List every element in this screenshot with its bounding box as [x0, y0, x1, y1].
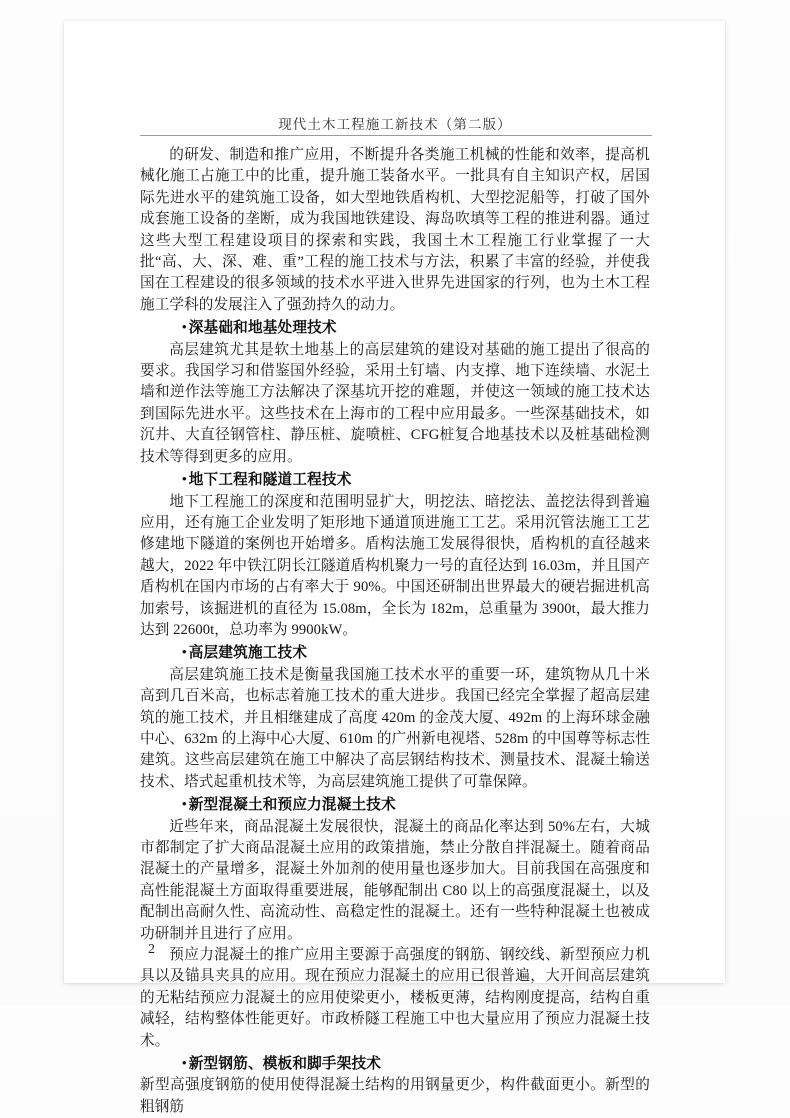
running-head: 现代土木工程施工新技术（第二版） — [278, 117, 512, 132]
bullet-icon: • — [182, 319, 187, 335]
header-rule — [140, 135, 652, 136]
page-body — [140, 145, 650, 1118]
paragraph-concrete-2: 预应力混凝土的推广应用主要源于高强度的钢筋、钢绞线、新型预应力机具以及锚具夹具的应用。现在预应力混凝土的应用已很普遍，大开间高层建筑的无粘结预应力混凝土的应用使梁更小，楼板更薄，结构刚度提高，结构自重减轻，结构整体性能更好。市政桥隧工程施工中也大量应用了预应力混凝土技术。 — [140, 947, 650, 1049]
section-heading-deep-foundation — [140, 316, 650, 339]
paragraph-rebar-formwork-1: 新型高强度钢筋的使用使得混凝土结构的用钢量更少，构件截面更小。新型的粗钢筋 — [140, 1077, 650, 1115]
bullet-icon: • — [182, 796, 187, 812]
paragraph-intro: 的研发、制造和推广应用，不断提升各类施工机械的性能和效率，提高机械化施工占施工中的比重，提升施工装备水平。一批具有自主知识产权，居国际先进水平的建筑施工设备，如大型地铁盾构机、大型挖泥船等，打破了国外成套施工设备的垄断，成为我国地铁建设、海岛吹填等工程的推进利器。通过这些大型工程建设项目的探索和实践，我国土木工程施工行业掌握了一大批“高、大、深、难、重”工程的施工技术与方法，积累了丰富的经验，并使我国在工程建设的很多领域的技术水平进入世界先进国家的行列，也为土木工程施工学科的发展注入了强劲持久的动力。 — [140, 147, 650, 313]
section-heading-label: 地下工程和隧道工程技术 — [188, 472, 352, 489]
page-number: 2 — [148, 942, 155, 957]
section-heading-label: 深基础和地基处理技术 — [188, 320, 337, 337]
section-heading-label: 高层建筑施工技术 — [188, 645, 308, 662]
bullet-icon: • — [182, 1055, 187, 1071]
section-heading-rebar-formwork — [140, 1052, 650, 1075]
section-heading-concrete — [140, 793, 650, 816]
section-heading-label: 新型钢筋、模板和脚手架技术 — [188, 1056, 382, 1073]
paragraph-deep-foundation-1: 高层建筑尤其是软土地基上的高层建筑的建设对基础的施工提出了很高的要求。我国学习和借鉴国外经验，采用土钉墙、内支撑、地下连续墙、水泥土墙和逆作法等施工方法解决了深基坑开挖的难题，并使这一领域的施工技术达到国际先进水平。这些技术在上海市的工程中应用最多。一些深基础技术，如沉井、大直径钢管柱、静压桩、旋喷桩、CFG桩复合地基技术以及桩基础检测技术等得到更多的应用。 — [140, 341, 650, 465]
document-page — [64, 21, 725, 1115]
section-heading-highrise — [140, 641, 650, 664]
paragraph-highrise-1: 高层建筑施工技术是衡量我国施工技术水平的重要一环，建筑物从几十米高到几百米高，也标志着施工技术的重大进步。我国已经完全掌握了超高层建筑的施工技术，并且相继建成了高度 420m 的金茂大厦、492m 的上海环球金融中心、632m 的上海中心大厦、610m 的广州新电视塔、528m 的中国尊等标志性建筑。这些高层建筑在施工中解决了高层钢结构技术、测量技术、混凝土输送技术、塔式起重机技术等，为高层建筑施工提供了可靠保障。 — [140, 666, 650, 790]
section-heading-underground-tunnel — [140, 468, 650, 491]
paragraph-underground-tunnel-1: 地下工程施工的深度和范围明显扩大，明挖法、暗挖法、盖挖法得到普遍应用，还有施工企业发明了矩形地下通道顶进施工工艺。采用沉管法施工工艺修建地下隧道的案例也开始增多。盾构法施工发展得很快，盾构机的直径越来越大，2022 年中铁江阴长江隧道盾构机聚力一号的直径达到 16.03m，并且国产盾构机在国内市场的占有率大于 90%。中国还研制出世界最大的硬岩掘进机高加索号，该掘进机的直径为 15.08m，全长为 182m，总重量为 3900t，最大推力达到 22600t，总功率为 9900kW。 — [140, 493, 650, 638]
paragraph-concrete-1: 近些年来，商品混凝土发展很快，混凝土的商品化率达到 50%左右，大城市都制定了扩大商品混凝土应用的政策措施，禁止分散自拌混凝土。随着商品混凝土的产量增多，混凝土外加剂的使用量也逐步加大。目前我国在高强度和高性能混凝土方面取得重要进展，能够配制出 C80 以上的高强度混凝土，以及配制出高耐久性、高流动性、高稳定性的混凝土。还有一些特种混凝土也被成功研制并且进行了应用。 — [140, 818, 650, 942]
bullet-icon: • — [182, 644, 187, 660]
bullet-icon: • — [182, 471, 187, 487]
section-heading-label: 新型混凝土和预应力混凝土技术 — [188, 797, 396, 814]
